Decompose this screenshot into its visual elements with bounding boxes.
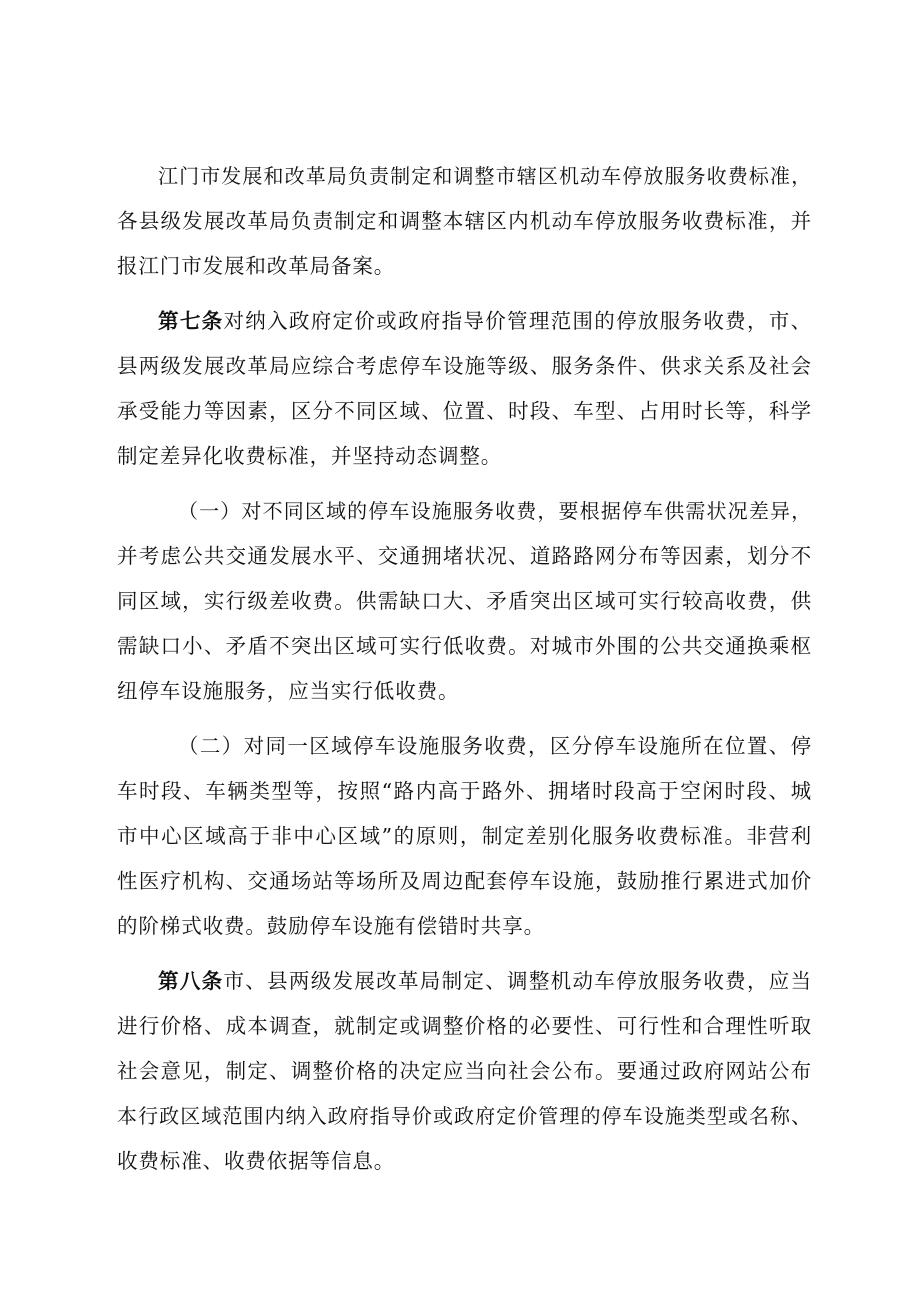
paragraph-line: 县两级发展改革局应综合考虑停车设施等级、服务条件、供求关系及社会 — [117, 354, 812, 378]
paragraph-line — [117, 959, 812, 1004]
paragraph-line: 报江门市发展和改革局备案。 — [117, 254, 396, 278]
article-8 — [117, 959, 812, 1184]
paragraph-line: （一）对不同区域的停车设施服务收费，要根据停车供需状况差异， — [178, 499, 812, 523]
paragraph-line: （二）对同一区域停车设施服务收费，区分停车设施所在位置、停 — [178, 734, 812, 758]
paragraph-line: 同区域，实行级差收费。供需缺口大、矛盾突出区域可实行较高收费，供 — [117, 589, 812, 613]
paragraph-line: 社会意见，制定、调整价格的决定应当向社会公布。要通过政府网站公布 — [117, 1059, 812, 1083]
paragraph-line: 并考虑公共交通发展水平、交通拥堵状况、道路路网分布等因素，划分不 — [117, 544, 812, 568]
article-7-item-1 — [117, 489, 812, 714]
article-7-heading: 第七条 — [158, 309, 224, 333]
paragraph-line: 性医疗机构、交通场站等场所及周边配套停车设施，鼓励推行累进式加价 — [117, 869, 812, 893]
paragraph-line: 制定差异化收费标准，并坚持动态调整。 — [117, 444, 503, 468]
document-body — [117, 154, 812, 1184]
paragraph-line: 各县级发展改革局负责制定和调整本辖区内机动车停放服务收费标准，并 — [117, 209, 812, 233]
article-7-item-2 — [117, 724, 812, 949]
paragraph-line: 的阶梯式收费。鼓励停车设施有偿错时共享。 — [117, 914, 545, 938]
paragraph-line: 市中心区域高于非中心区域”的原则，制定差别化服务收费标准。非营利 — [117, 824, 812, 848]
paragraph-line — [117, 299, 812, 344]
paragraph-pricing-authority — [117, 154, 812, 289]
paragraph-line: 承受能力等因素，区分不同区域、位置、时段、车型、占用时长等，科学 — [117, 399, 812, 423]
paragraph-line: 收费标准、收费依据等信息。 — [117, 1149, 396, 1173]
article-7 — [117, 299, 812, 479]
paragraph-line: 需缺口小、矛盾不突出区域可实行低收费。对城市外围的公共交通换乘枢 — [117, 634, 812, 658]
article-7-text: 对纳入政府定价或政府指导价管理范围的停放服务收费，市、 — [223, 309, 812, 333]
article-8-heading: 第八条 — [158, 969, 224, 993]
article-8-text: 市、县两级发展改革局制定、调整机动车停放服务收费，应当 — [223, 969, 812, 993]
paragraph-line: 进行价格、成本调查，就制定或调整价格的必要性、可行性和合理性听取 — [117, 1014, 812, 1038]
paragraph-line: 车时段、车辆类型等，按照“路内高于路外、拥堵时段高于空闲时段、城 — [117, 779, 812, 803]
paragraph-line: 本行政区域范围内纳入政府指导价或政府定价管理的停车设施类型或名称、 — [117, 1104, 812, 1128]
paragraph-line: 纽停车设施服务，应当实行低收费。 — [117, 679, 460, 703]
paragraph-line: 江门市发展和改革局负责制定和调整市辖区机动车停放服务收费标准， — [158, 164, 812, 188]
